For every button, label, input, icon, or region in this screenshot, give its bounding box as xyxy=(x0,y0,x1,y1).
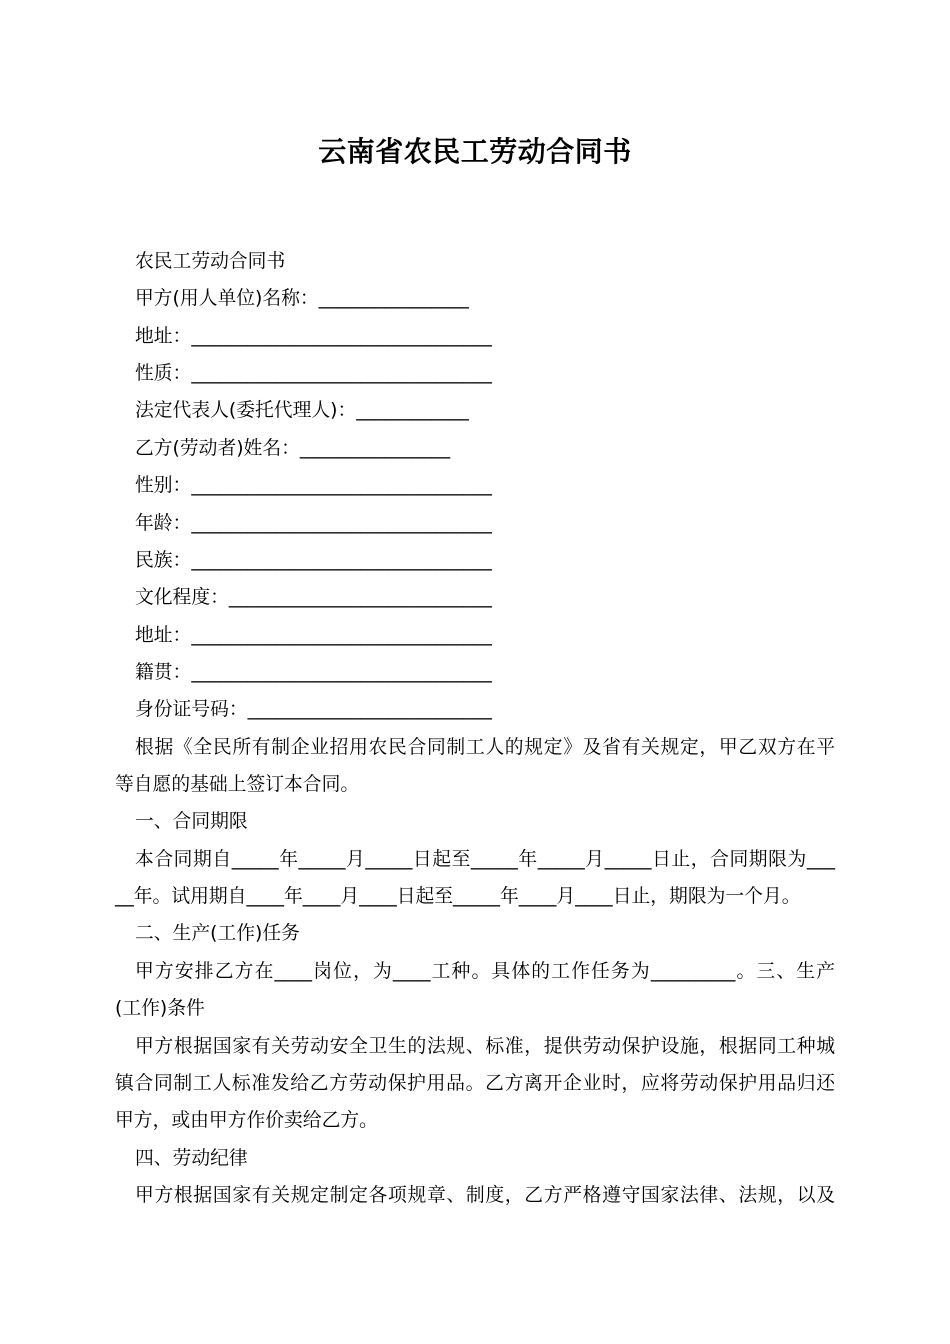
preamble-line: 等自愿的基础上签订本合同。 xyxy=(115,774,360,796)
party-a-representative-field: 法定代表人(委托代理人)：____________ xyxy=(135,400,469,422)
document-title: 云南省农民工劳动合同书 xyxy=(318,135,632,168)
party-b-age-field: 年龄：________________________________ xyxy=(135,512,492,534)
party-b-id-number-field: 身份证号码：__________________________ xyxy=(135,699,492,721)
paragraph-line: 甲方，或由甲方作价卖给乙方。 xyxy=(115,1110,378,1132)
section-heading-tasks: 二、生产(工作)任务 xyxy=(135,923,300,945)
party-b-native-place-field: 籍贯：________________________________ xyxy=(135,661,492,683)
paragraph-line: __年。试用期自____年____月____日起至_____年____月____日止，期限为一个月。 xyxy=(115,886,801,908)
preamble-line: 根据《全民所有制企业招用农民合同制工人的规定》及省有关规定，甲乙双方在平 xyxy=(135,736,835,758)
section-heading-discipline: 四、劳动纪律 xyxy=(135,1147,248,1169)
party-a-nature-field: 性质：________________________________ xyxy=(135,363,492,385)
paragraph-line: 镇合同制工人标准发给乙方劳动保护用品。乙方离开企业时，应将劳动保护用品归还 xyxy=(115,1072,835,1094)
party-b-education-field: 文化程度：____________________________ xyxy=(135,587,492,609)
paragraph-line: 甲方根据国家有关规定制定各项规章、制度，乙方严格遵守国家法律、法规，以及 xyxy=(135,1184,835,1206)
party-b-name-field: 乙方(劳动者)姓名：________________ xyxy=(135,437,451,459)
paragraph-line: (工作)条件 xyxy=(115,998,205,1020)
paragraph-line: 甲方根据国家有关劳动安全卫生的法规、标准，提供劳动保护设施，根据同工种城 xyxy=(135,1035,835,1057)
paragraph-line: 本合同期自_____年_____月_____日起至_____年_____月_____日止，合同期限为___ xyxy=(135,848,835,870)
party-a-address-field: 地址：________________________________ xyxy=(135,325,492,347)
paragraph-line: 甲方安排乙方在____岗位，为____工种。具体的工作任务为_________。三、生产 xyxy=(135,960,835,982)
subtitle: 农民工劳动合同书 xyxy=(135,251,286,272)
document-body xyxy=(115,243,835,1214)
party-b-gender-field: 性别：________________________________ xyxy=(135,475,492,497)
party-b-ethnicity-field: 民族：________________________________ xyxy=(135,549,492,571)
section-heading-term: 一、合同期限 xyxy=(135,811,248,833)
party-b-address-field: 地址：________________________________ xyxy=(135,624,492,646)
party-a-name-field: 甲方(用人单位)名称：________________ xyxy=(135,288,469,310)
